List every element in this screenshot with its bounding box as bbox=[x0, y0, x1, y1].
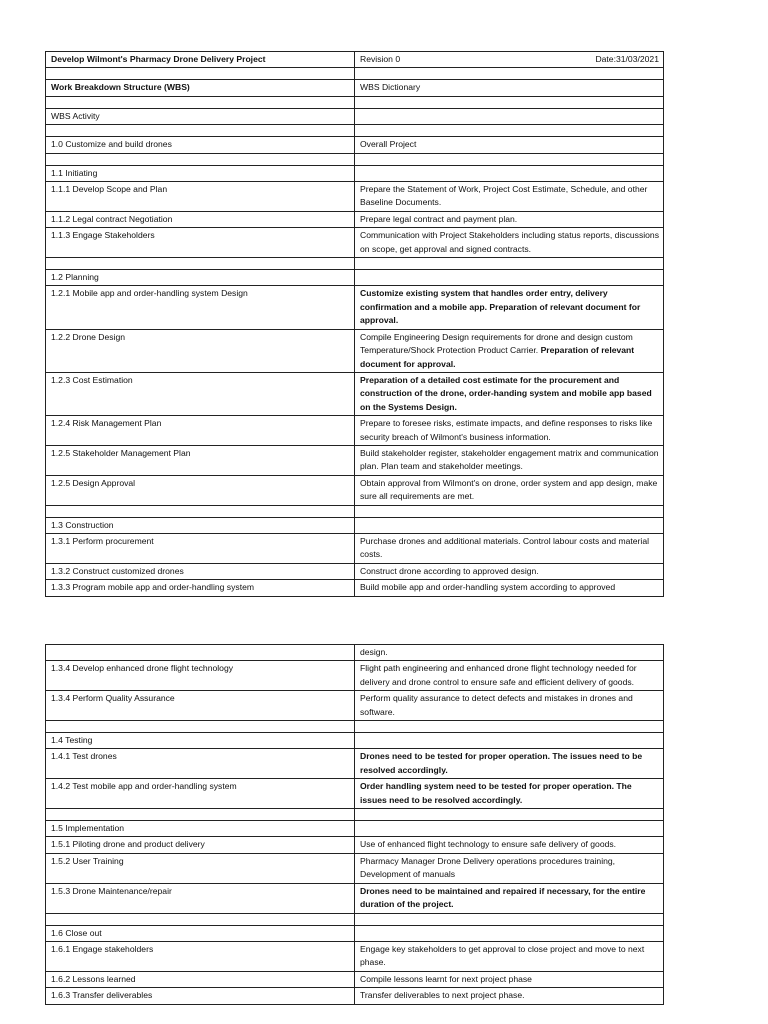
activity-cell: 1.6.3 Transfer deliverables bbox=[46, 988, 355, 1004]
activity-cell: 1.2 Planning bbox=[46, 270, 355, 286]
activity-cell: 1.2.4 Risk Management Plan bbox=[46, 416, 355, 446]
description-cell: Transfer deliverables to next project phase. bbox=[355, 988, 664, 1004]
table-row bbox=[46, 853, 664, 883]
date: Date:31/03/2021 bbox=[595, 54, 659, 64]
table-row bbox=[46, 329, 664, 372]
activity-cell: 1.4.1 Test drones bbox=[46, 749, 355, 779]
spacer-row bbox=[46, 96, 664, 108]
wbs-table-page-bottom bbox=[45, 644, 664, 1005]
activity-cell: 1.3.4 Develop enhanced drone flight technology bbox=[46, 661, 355, 691]
revision: Revision 0 bbox=[360, 54, 401, 64]
description-cell bbox=[355, 733, 664, 749]
activity-cell: 1.3.1 Perform procurement bbox=[46, 533, 355, 563]
activity-cell: 1.5 Implementation bbox=[46, 821, 355, 837]
description-cell: Communication with Project Stakeholders including status reports, discussions on scope, get approval and signed contracts. bbox=[355, 228, 664, 258]
table-row bbox=[46, 645, 664, 661]
description-cell: Order handling system need to be tested for proper operation. The issues need to be resolved accordingly. bbox=[355, 779, 664, 809]
description-cell: Drones need to be maintained and repaired if necessary, for the entire duration of the project. bbox=[355, 883, 664, 913]
activity-cell: 1.3.4 Perform Quality Assurance bbox=[46, 691, 355, 721]
description-cell: Preparation of a detailed cost estimate for the procurement and construction of the drone, order-handing system and mobile app based on the Systems Design. bbox=[355, 372, 664, 415]
activity-cell: 1.5.3 Drone Maintenance/repair bbox=[46, 883, 355, 913]
table-row bbox=[46, 691, 664, 721]
table-row bbox=[46, 445, 664, 475]
activity-cell: 1.1.2 Legal contract Negotiation bbox=[46, 211, 355, 227]
activity-cell: 1.5.2 User Training bbox=[46, 853, 355, 883]
table-row bbox=[46, 228, 664, 258]
description-cell: Pharmacy Manager Drone Delivery operations procedures training, Development of manuals bbox=[355, 853, 664, 883]
table-row bbox=[46, 286, 664, 329]
table-row bbox=[46, 211, 664, 227]
description-cell bbox=[355, 165, 664, 181]
table-row bbox=[46, 270, 664, 286]
wbs-table-page-top bbox=[45, 51, 664, 597]
description-cell: Prepare the Statement of Work, Project Cost Estimate, Schedule, and other Baseline Documents. bbox=[355, 182, 664, 212]
table-row bbox=[46, 988, 664, 1004]
table-row bbox=[46, 941, 664, 971]
activity-cell: 1.3.2 Construct customized drones bbox=[46, 563, 355, 579]
table-row bbox=[46, 165, 664, 181]
table-row bbox=[46, 779, 664, 809]
description-cell: Purchase drones and additional materials. Control labour costs and material costs. bbox=[355, 533, 664, 563]
spacer-row bbox=[46, 153, 664, 165]
spacer-row bbox=[46, 68, 664, 80]
table-row bbox=[46, 749, 664, 779]
table-row bbox=[46, 925, 664, 941]
project-title: Develop Wilmont's Pharmacy Drone Delivery Project bbox=[46, 52, 355, 68]
spacer-row bbox=[46, 809, 664, 821]
overall-desc: Overall Project bbox=[355, 137, 664, 153]
description-cell: Build mobile app and order-handling system according to approved bbox=[355, 580, 664, 596]
spacer-row bbox=[46, 258, 664, 270]
description-cell: design. bbox=[355, 645, 664, 661]
activity-cell: 1.2.1 Mobile app and order-handling system Design bbox=[46, 286, 355, 329]
description-cell: Customize existing system that handles order entry, delivery confirmation and a mobile app. Preparation of relevant document for approval. bbox=[355, 286, 664, 329]
table-row bbox=[46, 883, 664, 913]
header-row bbox=[46, 52, 664, 68]
description-cell: Flight path engineering and enhanced drone flight technology needed for delivery and drone control to ensure safe and efficient delivery of goods. bbox=[355, 661, 664, 691]
table-row bbox=[46, 475, 664, 505]
description-cell: Prepare to foresee risks, estimate impacts, and define responses to risks like security breach of Wilmont's business information. bbox=[355, 416, 664, 446]
description-cell: Construct drone according to approved design. bbox=[355, 563, 664, 579]
description-cell: Build stakeholder register, stakeholder engagement matrix and communication plan. Plan team and stakeholder meetings. bbox=[355, 445, 664, 475]
description-cell bbox=[355, 821, 664, 837]
description-cell bbox=[355, 270, 664, 286]
table-row bbox=[46, 563, 664, 579]
table-row bbox=[46, 416, 664, 446]
description-emphasis: Preparation of relevant document for approval. bbox=[360, 345, 635, 369]
table-row bbox=[46, 821, 664, 837]
table-row bbox=[46, 733, 664, 749]
activity-cell: 1.2.5 Stakeholder Management Plan bbox=[46, 445, 355, 475]
description-cell: Prepare legal contract and payment plan. bbox=[355, 211, 664, 227]
activity-cell: 1.2.3 Cost Estimation bbox=[46, 372, 355, 415]
wbs-activity-row bbox=[46, 108, 664, 124]
table-row bbox=[46, 533, 664, 563]
activity-cell: 1.3 Construction bbox=[46, 517, 355, 533]
activity-cell: 1.6.1 Engage stakeholders bbox=[46, 941, 355, 971]
table-row bbox=[46, 580, 664, 596]
table-row bbox=[46, 372, 664, 415]
description-cell bbox=[355, 517, 664, 533]
description-cell: Perform quality assurance to detect defects and mistakes in drones and software. bbox=[355, 691, 664, 721]
table-row bbox=[46, 517, 664, 533]
spacer-row bbox=[46, 505, 664, 517]
description-cell bbox=[355, 925, 664, 941]
activity-cell: 1.3.3 Program mobile app and order-handling system bbox=[46, 580, 355, 596]
wbs-activity-label: WBS Activity bbox=[46, 108, 355, 124]
description-cell: Use of enhanced flight technology to ensure safe delivery of goods. bbox=[355, 837, 664, 853]
table-row bbox=[46, 971, 664, 987]
spacer-row bbox=[46, 125, 664, 137]
table-row bbox=[46, 182, 664, 212]
activity-cell: 1.4 Testing bbox=[46, 733, 355, 749]
activity-cell: 1.1 Initiating bbox=[46, 165, 355, 181]
description-cell: Engage key stakeholders to get approval to close project and move to next phase. bbox=[355, 941, 664, 971]
spacer-row bbox=[46, 913, 664, 925]
title-row bbox=[46, 80, 664, 96]
activity-cell: 1.5.1 Piloting drone and product delivery bbox=[46, 837, 355, 853]
description-cell bbox=[355, 329, 664, 372]
table-row bbox=[46, 661, 664, 691]
activity-cell bbox=[46, 645, 355, 661]
wbs-title: Work Breakdown Structure (WBS) bbox=[46, 80, 355, 96]
activity-cell: 1.4.2 Test mobile app and order-handling system bbox=[46, 779, 355, 809]
activity-cell: 1.1.3 Engage Stakeholders bbox=[46, 228, 355, 258]
activity-cell: 1.1.1 Develop Scope and Plan bbox=[46, 182, 355, 212]
description-cell: Obtain approval from Wilmont's on drone, order system and app design, make sure all requirements are met. bbox=[355, 475, 664, 505]
description-text: Compile Engineering Design requirements for drone and design custom Temperature/Shock Protection Product Carrier. bbox=[360, 331, 633, 356]
overall-row bbox=[46, 137, 664, 153]
activity-cell: 1.2.5 Design Approval bbox=[46, 475, 355, 505]
activity-cell: 1.2.2 Drone Design bbox=[46, 329, 355, 372]
table-row bbox=[46, 837, 664, 853]
description-cell: Drones need to be tested for proper operation. The issues need to be resolved accordingly. bbox=[355, 749, 664, 779]
spacer-row bbox=[46, 721, 664, 733]
activity-cell: 1.6.2 Lessons learned bbox=[46, 971, 355, 987]
revision-cell bbox=[355, 52, 664, 68]
description-cell: Compile lessons learnt for next project phase bbox=[355, 971, 664, 987]
dictionary-title: WBS Dictionary bbox=[355, 80, 664, 96]
activity-cell: 1.6 Close out bbox=[46, 925, 355, 941]
overall-activity: 1.0 Customize and build drones bbox=[46, 137, 355, 153]
wbs-activity-desc bbox=[355, 108, 664, 124]
